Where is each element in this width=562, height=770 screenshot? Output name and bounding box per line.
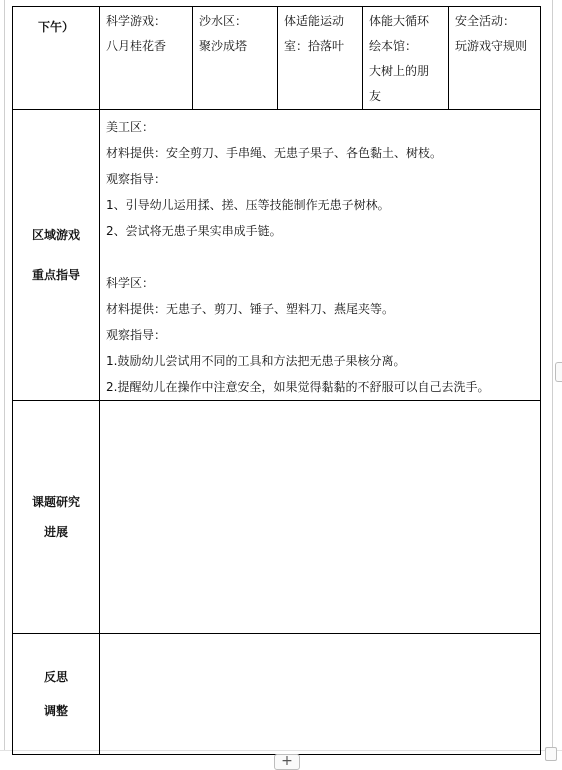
activity-line: 友 (369, 89, 382, 103)
art-area-materials: 材料提供：安全剪刀、手串绳、无患子果子、各色黏土、树枝。 (106, 146, 443, 160)
area-guidance-label-line2: 重点指导 (31, 268, 80, 282)
activity-line: 大树上的朋 (369, 64, 430, 78)
activity-line: 绘本馆： (369, 39, 418, 53)
research-content-cell[interactable] (100, 401, 541, 634)
research-row (13, 401, 541, 634)
activity-line: 室：拾落叶 (284, 39, 345, 53)
science-area-observe-title: 观察指导： (106, 328, 167, 342)
research-label-line2: 进展 (43, 525, 68, 539)
afternoon-label: 下午） (37, 20, 74, 34)
add-row-button[interactable]: + (274, 754, 300, 770)
activity-line: 沙水区： (199, 14, 248, 28)
activity-line: 安全活动： (455, 14, 516, 28)
science-area-point: 2.提醒幼儿在操作中注意安全，如果觉得黏黏的不舒服可以自己去洗手。 (106, 380, 490, 394)
art-area-point: 1、引导幼儿运用揉、搓、压等技能制作无患子树林。 (106, 198, 390, 212)
activity-cell-science-game[interactable] (100, 7, 193, 110)
page-left-border (4, 0, 5, 750)
activity-line: 体能大循环 (369, 14, 430, 28)
activity-line: 科学游戏： (106, 14, 167, 28)
reflection-label-line2: 调整 (43, 704, 68, 718)
activity-cell-fitness-room[interactable] (278, 7, 363, 110)
activity-cell-sand-water[interactable] (193, 7, 278, 110)
science-area-point: 1.鼓励幼儿尝试用不同的工具和方法把无患子果核分离。 (106, 354, 406, 368)
page-right-border (552, 0, 553, 750)
art-area-observe-title: 观察指导： (106, 172, 167, 186)
art-area-point: 2、尝试将无患子果实串成手链。 (106, 224, 282, 238)
activity-line: 聚沙成塔 (199, 39, 248, 53)
research-label-line1: 课题研究 (31, 495, 80, 509)
area-guidance-content-cell[interactable] (100, 110, 541, 401)
reflection-label-line1: 反思 (43, 670, 68, 684)
activity-cell-circuit-library[interactable] (363, 7, 449, 110)
afternoon-row (13, 7, 541, 110)
area-guidance-label-cell[interactable] (13, 110, 100, 401)
table-corner-handle[interactable] (545, 747, 557, 761)
area-guidance-label-line1: 区域游戏 (31, 228, 80, 242)
reflection-label-cell[interactable] (13, 634, 100, 755)
activity-line: 玩游戏守规则 (455, 39, 528, 53)
activity-cell-safety[interactable] (449, 7, 541, 110)
activity-line: 体适能运动 (284, 14, 345, 28)
reflection-row (13, 634, 541, 755)
science-area-title: 科学区： (106, 276, 155, 290)
research-label-cell[interactable] (13, 401, 100, 634)
area-guidance-row (13, 110, 541, 401)
art-area-title: 美工区： (106, 120, 155, 134)
science-area-materials: 材料提供：无患子、剪刀、锤子、塑料刀、燕尾夹等。 (106, 302, 395, 316)
afternoon-label-cell[interactable] (13, 7, 100, 110)
table-resize-handle[interactable] (555, 362, 562, 382)
paragraph-gap (106, 244, 534, 270)
activity-line: 八月桂花香 (106, 39, 167, 53)
reflection-content-cell[interactable] (100, 634, 541, 755)
weekly-plan-table (12, 6, 541, 755)
